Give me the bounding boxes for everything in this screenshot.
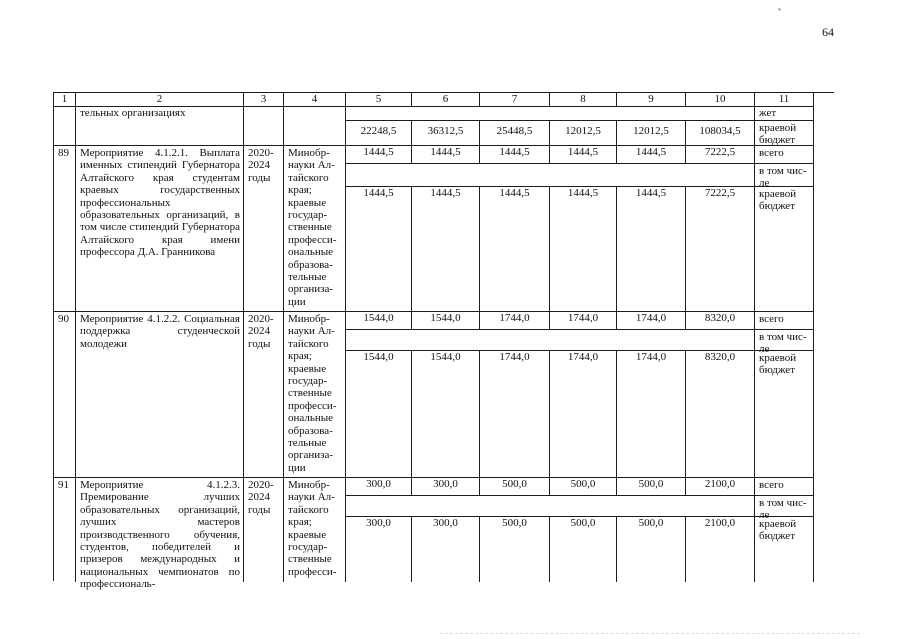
measure-name: Мероприятие 4.1.2.3. Премирование лучших образовательных организаций, лучших мастеров производственного обучения, студентов, победителей и призеров международных и национальных чемпионатов по профессиональ-	[76, 478, 244, 582]
value-total-sum: 8320,0	[686, 312, 755, 330]
source-including: в том чис- ле	[755, 330, 814, 351]
measure-executor: Минобр- науки Ал- тайского края; краевые государ- ственные професси- ональные образова- тельные организа- ции	[284, 312, 346, 478]
source-regional-budget: краевой бюджет	[755, 187, 814, 312]
measure-years: 2020- 2024 годы	[244, 146, 284, 312]
value-budget-sum: 7222,5	[686, 187, 755, 312]
source-regional-budget: краевой бюджет	[755, 351, 814, 478]
source-including: в том чис- ле	[755, 164, 814, 187]
col-header-8: 8	[550, 93, 617, 107]
value-total-2021: 300,0	[412, 478, 480, 496]
col-header-2: 2	[76, 93, 244, 107]
col-header-5: 5	[346, 93, 412, 107]
value-budget-2024: 1744,0	[617, 351, 686, 478]
measure-name: Мероприятие 4.1.2.1. Выплата именных стипендий Губернатора Алтайского края студентам краевых государственных профессиональных образовательных организаций, в том числе стипендий Губернатора Алтайского края имени профессора Д.А. Гранникова	[76, 146, 244, 312]
value-budget-2021: 1444,5	[412, 187, 480, 312]
value-budget-2023: 500,0	[550, 517, 617, 582]
value-budget-2024: 1444,5	[617, 187, 686, 312]
cont-source-tail: жет	[755, 107, 814, 121]
value-total-2022: 1444,5	[480, 146, 550, 164]
values-blank	[346, 164, 755, 187]
col-header-7: 7	[480, 93, 550, 107]
value-budget-2023: 1744,0	[550, 351, 617, 478]
cont-values-top	[346, 107, 755, 121]
scan-speck	[778, 8, 781, 11]
value-total-2022: 1744,0	[480, 312, 550, 330]
value-total-2022: 500,0	[480, 478, 550, 496]
source-total: всего	[755, 146, 814, 164]
page-number: 64	[822, 25, 834, 39]
value-total-sum: 7222,5	[686, 146, 755, 164]
source-total: всего	[755, 312, 814, 330]
values-blank	[346, 496, 755, 517]
row-number: 89	[54, 146, 76, 312]
value-total-2023: 500,0	[550, 478, 617, 496]
value-total-2023: 1744,0	[550, 312, 617, 330]
col-header-1: 1	[54, 93, 76, 107]
value-budget-2023: 1444,5	[550, 187, 617, 312]
value-total-2021: 1544,0	[412, 312, 480, 330]
measure-executor: Минобр- науки Ал- тайского края; краевые государ- ственные професси-	[284, 478, 346, 582]
cont-years-cell	[244, 107, 284, 146]
value-total-sum: 2100,0	[686, 478, 755, 496]
col-header-3: 3	[244, 93, 284, 107]
cont-source: краевой бюджет	[755, 121, 814, 146]
cont-name-cell: тельных организациях	[76, 107, 244, 146]
value-budget-2021: 300,0	[412, 517, 480, 582]
cont-executor-cell	[284, 107, 346, 146]
value-budget-2022: 1444,5	[480, 187, 550, 312]
col-header-10: 10	[686, 93, 755, 107]
value-total-2024: 1444,5	[617, 146, 686, 164]
value-total-2021: 1444,5	[412, 146, 480, 164]
cont-value-2021: 36312,5	[412, 121, 480, 146]
col-header-4: 4	[284, 93, 346, 107]
values-blank	[346, 330, 755, 351]
source-total: всего	[755, 478, 814, 496]
value-budget-2022: 1744,0	[480, 351, 550, 478]
value-total-2020: 300,0	[346, 478, 412, 496]
value-total-2024: 1744,0	[617, 312, 686, 330]
cont-value-2020: 22248,5	[346, 121, 412, 146]
row-number: 91	[54, 478, 76, 582]
source-including: в том чис- ле	[755, 496, 814, 517]
value-budget-sum: 2100,0	[686, 517, 755, 582]
measure-years: 2020- 2024 годы	[244, 312, 284, 478]
value-budget-2020: 300,0	[346, 517, 412, 582]
value-budget-2021: 1544,0	[412, 351, 480, 478]
value-total-2020: 1444,5	[346, 146, 412, 164]
value-budget-2020: 1544,0	[346, 351, 412, 478]
program-table	[53, 92, 834, 591]
measure-years: 2020- 2024 годы	[244, 478, 284, 582]
cont-num-cell	[54, 107, 76, 146]
cont-value-total: 108034,5	[686, 121, 755, 146]
value-budget-2022: 500,0	[480, 517, 550, 582]
measure-executor: Минобр- науки Ал- тайского края; краевые государ- ственные професси- ональные образова- тельные организа- ции	[284, 146, 346, 312]
cont-value-2024: 12012,5	[617, 121, 686, 146]
row-number: 90	[54, 312, 76, 478]
col-header-9: 9	[617, 93, 686, 107]
value-total-2023: 1444,5	[550, 146, 617, 164]
col-header-6: 6	[412, 93, 480, 107]
value-total-2020: 1544,0	[346, 312, 412, 330]
value-budget-2020: 1444,5	[346, 187, 412, 312]
source-regional-budget: краевой бюджет	[755, 517, 814, 582]
cont-value-2023: 12012,5	[550, 121, 617, 146]
measure-name: Мероприятие 4.1.2.2. Социальная поддержка студенческой молодежи	[76, 312, 244, 478]
cont-value-2022: 25448,5	[480, 121, 550, 146]
col-header-11: 11	[755, 93, 814, 107]
value-total-2024: 500,0	[617, 478, 686, 496]
value-budget-2024: 500,0	[617, 517, 686, 582]
value-budget-sum: 8320,0	[686, 351, 755, 478]
scan-margin-mark	[440, 633, 860, 636]
